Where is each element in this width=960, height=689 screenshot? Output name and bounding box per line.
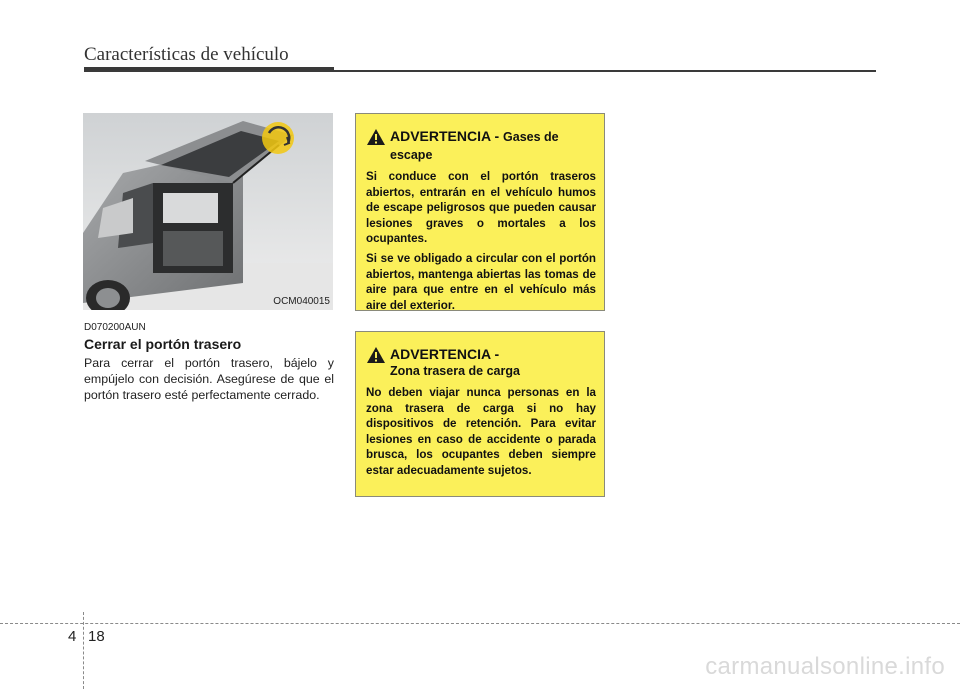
page-number: 18: [88, 628, 105, 645]
header-rule-thick: [84, 67, 334, 72]
warning-heading-row: [366, 128, 596, 164]
warning-heading-row: [366, 346, 596, 380]
tailgate-photo: [83, 113, 333, 310]
chapter-number: 4: [68, 628, 77, 645]
watermark: carmanualsonline.info: [705, 653, 945, 680]
warning-text: [366, 385, 596, 479]
section-title: Cerrar el portón trasero: [84, 336, 242, 352]
warning-box-cargo: [355, 331, 605, 497]
warning-paragraph: No deben viajar nunca personas en la zona trasera de carga si no hay dispositivos de retención. Para evitar lesiones en caso de accidente o parada brusca, los ocupantes deben siempre estar adecuadamente sujetos.: [366, 386, 596, 477]
footer-rule: [0, 623, 960, 624]
figure-caption: OCM040015: [273, 296, 330, 307]
warning-triangle-icon: [366, 346, 386, 364]
warning-triangle-icon: [366, 128, 386, 146]
warning-label: ADVERTENCIA -: [390, 346, 500, 362]
warning-paragraph: Si conduce con el portón traseros abiertos, entrarán en el vehículo humos de escape peligrosos que pueden causar lesiones graves o mortales a los ocupantes.: [366, 170, 596, 246]
warning-subject: Zona trasera de carga: [390, 364, 520, 378]
section-code: D070200AUN: [84, 322, 146, 333]
footer-divider: [83, 612, 84, 689]
suv-tailgate-illustration: [83, 113, 333, 310]
warning-label: ADVERTENCIA -: [390, 128, 500, 144]
warning-heading: [390, 346, 596, 380]
warning-paragraph: Si se ve obligado a circular con el portón abiertos, mantenga abiertas las tomas de aire para que entre en el vehículo más aire del exterior.: [366, 251, 596, 312]
warning-subject: Gases de escape: [390, 130, 559, 162]
section-body: Para cerrar el portón trasero, bájelo y empújelo con decisión. Asegúrese de que el portón trasero esté perfectamente cerrado.: [84, 356, 334, 402]
warning-heading: [390, 128, 596, 164]
warning-box-exhaust: [355, 113, 605, 311]
header-rule-thin: [334, 70, 876, 72]
page-header-title: Características de vehículo: [84, 44, 289, 65]
warning-text: [366, 169, 596, 313]
